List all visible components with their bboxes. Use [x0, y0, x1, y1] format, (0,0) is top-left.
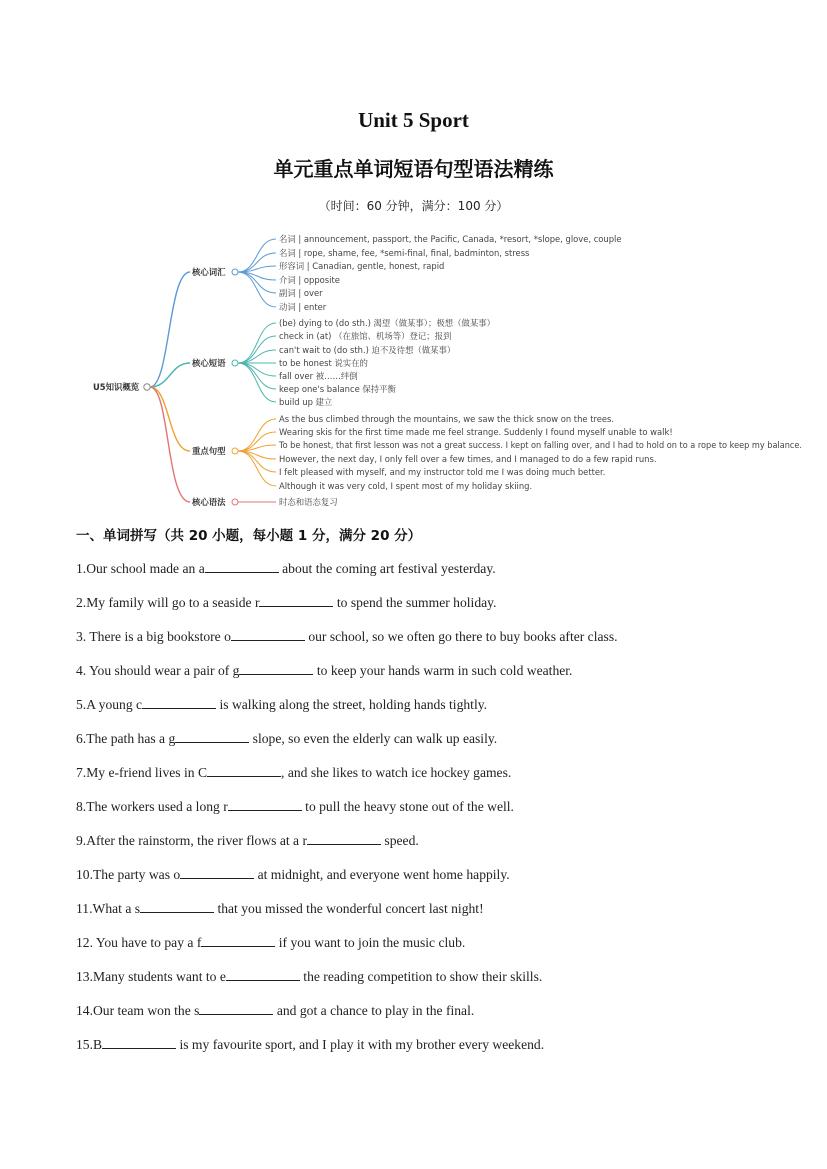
mindmap [0, 224, 827, 514]
mindmap-leaf: 副词 | over [279, 288, 323, 298]
mindmap-leaf: keep one's balance 保持平衡 [279, 384, 396, 394]
mindmap-branch-sentences: 重点句型 [192, 446, 226, 456]
mindmap-leaf: Although it was very cold, I spent most of my holiday skiing. [279, 481, 533, 491]
mindmap-branch-grammar: 核心语法 [192, 497, 226, 507]
question-item: 14.Our team won the s and got a chance to play in the final. [76, 1003, 475, 1018]
mindmap-leaf: (be) dying to (do sth.) 渴望（做某事）；极想（做某事） [279, 318, 495, 328]
mindmap-leaf: 名词 | rope, shame, fee, *semi-final, final, badminton, stress [279, 248, 530, 258]
question-item: 15.B is my favourite sport, and I play it with my brother every weekend. [76, 1037, 545, 1052]
mindmap-leaf: As the bus climbed through the mountains, we saw the thick snow on the trees. [279, 414, 615, 424]
question-item: 13.Many students want to e the reading competition to show their skills. [76, 969, 543, 984]
mindmap-branch-vocab: 核心词汇 [192, 267, 226, 277]
question-list [76, 560, 816, 1070]
question-item: 7.My e-friend lives in C , and she likes to watch ice hockey games. [76, 765, 512, 780]
question-item: 10.The party was o at midnight, and everyone went home happily. [76, 867, 510, 882]
answer-blank[interactable] [205, 560, 279, 573]
question-item: 8.The workers used a long r to pull the heavy stone out of the well. [76, 799, 514, 814]
page-title: Unit 5 Sport [358, 108, 469, 132]
answer-blank[interactable] [201, 934, 275, 947]
mindmap-leaf: can't wait to (do sth.) 迫不及待想（做某事） [279, 345, 456, 355]
answer-blank[interactable] [228, 798, 302, 811]
question-item: 5.A young c is walking along the street, holding hands tightly. [76, 697, 488, 712]
answer-blank[interactable] [180, 866, 254, 879]
mindmap-branch-phrases: 核心短语 [192, 358, 226, 368]
mindmap-leaf: check in (at) （在旅馆、机场等）登记；报到 [279, 331, 452, 341]
answer-blank[interactable] [307, 832, 381, 845]
answer-blank[interactable] [207, 764, 281, 777]
mindmap-leaf: build up 建立 [279, 397, 333, 407]
exam-meta: （时间：60 分钟，满分：100 分） [318, 199, 509, 213]
question-item: 6.The path has a g slope, so even the elderly can walk up easily. [76, 731, 498, 746]
mindmap-leaf: 动词 | enter [279, 302, 327, 312]
answer-blank[interactable] [175, 730, 249, 743]
answer-blank[interactable] [226, 968, 300, 981]
answer-blank[interactable] [140, 900, 214, 913]
answer-blank[interactable] [142, 696, 216, 709]
answer-blank[interactable] [199, 1002, 273, 1015]
section-heading: 一、单词拼写（共 20 小题，每小题 1 分，满分 20 分） [76, 528, 422, 544]
mindmap-leaf: to be honest 说实在的 [279, 358, 368, 368]
answer-blank[interactable] [102, 1036, 176, 1049]
mindmap-root: U5知识概览 [93, 382, 140, 392]
question-item: 3. There is a big bookstore o our school, so we often go there to buy books after class. [76, 629, 618, 644]
question-item: 12. You have to pay a f if you want to join the music club. [76, 935, 466, 950]
answer-blank[interactable] [239, 662, 313, 675]
mindmap-leaf: 形容词 | Canadian, gentle, honest, rapid [279, 261, 445, 271]
page-subtitle: 单元重点单词短语句型语法精练 [273, 157, 554, 181]
question-item: 11.What a s that you missed the wonderful concert last night! [76, 901, 484, 916]
question-item: 4. You should wear a pair of g to keep your hands warm in such cold weather. [76, 663, 573, 678]
answer-blank[interactable] [259, 594, 333, 607]
mindmap-leaf: I felt pleased with myself, and my instructor told me I was doing much better. [279, 467, 606, 477]
question-item: 2.My family will go to a seaside r to spend the summer holiday. [76, 595, 497, 610]
question-item: 9.After the rainstorm, the river flows at a r speed. [76, 833, 419, 848]
mindmap-leaf: 名词 | announcement, passport, the Pacific, Canada, *resort, *slope, glove, couple [279, 234, 622, 244]
answer-blank[interactable] [231, 628, 305, 641]
mindmap-leaf: To be honest, that first lesson was not a great success. I kept on falling over, and I had to hold on to a rope to keep my balance. [278, 440, 802, 450]
mindmap-leaf: 介词 | opposite [279, 275, 340, 285]
question-item: 1.Our school made an a about the coming art festival yesterday. [76, 561, 496, 576]
mindmap-leaf: Wearing skis for the first time made me feel strange. Suddenly I found myself unable to walk! [279, 427, 673, 437]
mindmap-leaf: fall over 被……绊倒 [279, 371, 358, 381]
mindmap-leaf: However, the next day, I only fell over a few times, and I managed to do a few rapid runs. [279, 454, 657, 464]
mindmap-leaf: 时态和语态复习 [279, 497, 338, 507]
